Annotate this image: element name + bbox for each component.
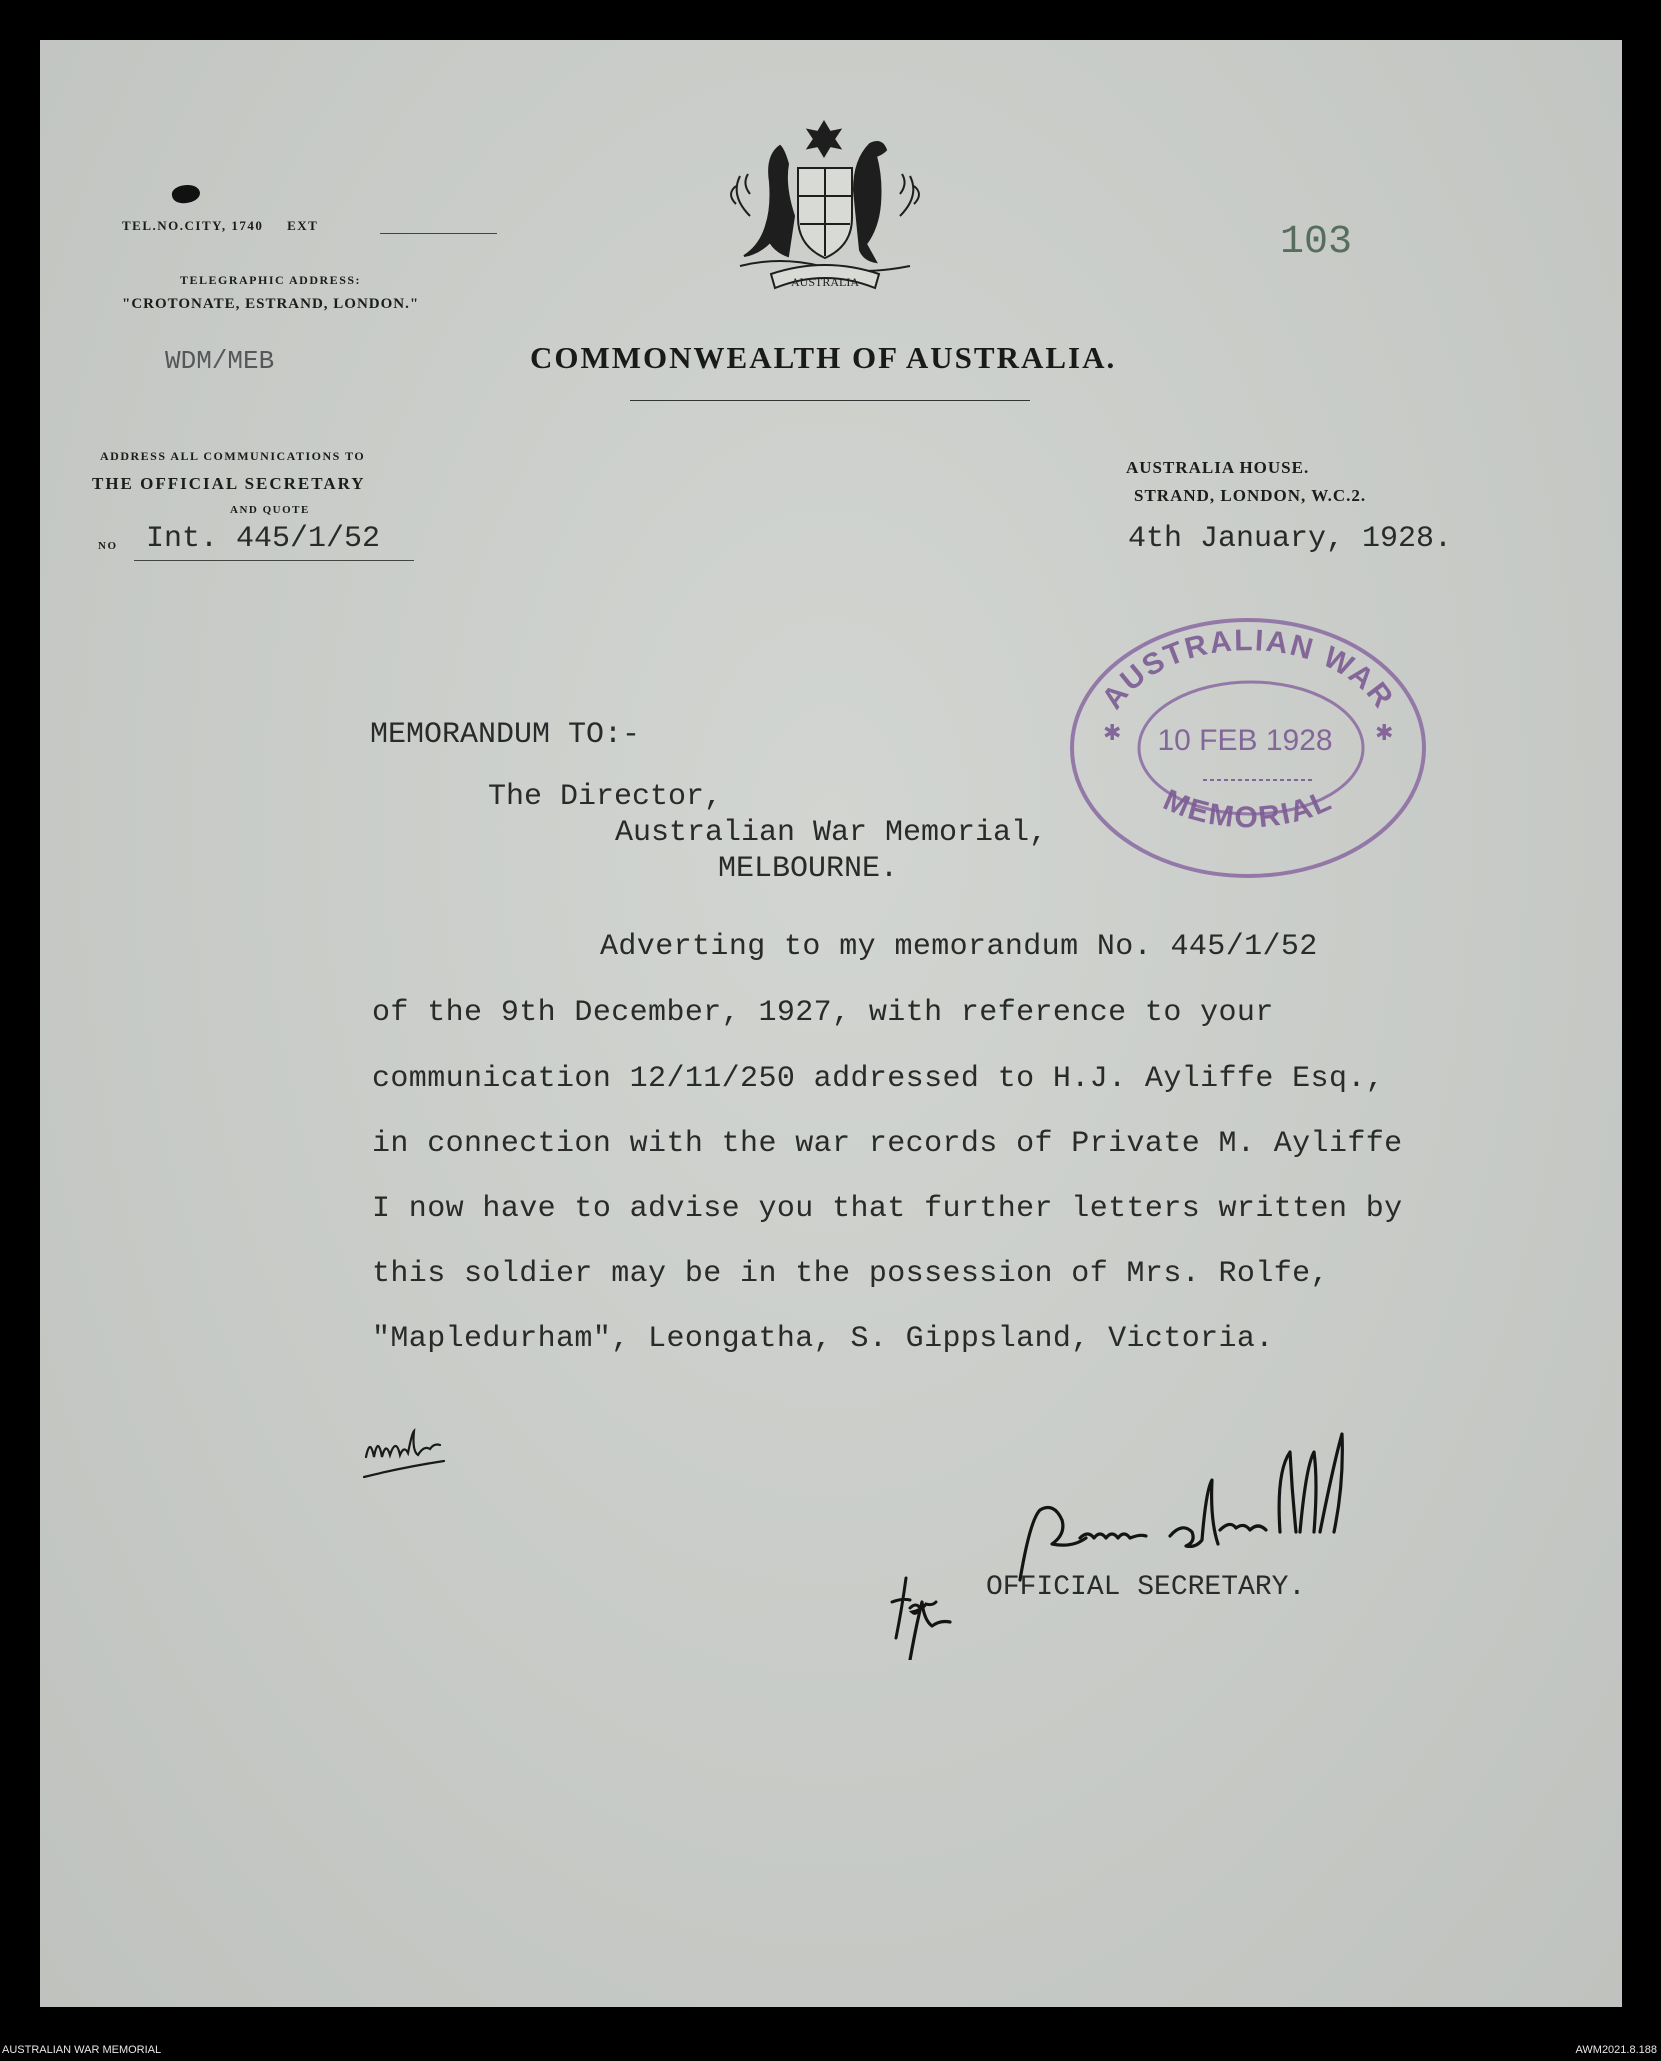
ext-label: EXT [287, 218, 319, 233]
body-line: I now have to advise you that further letters written by [372, 1192, 1403, 1226]
addressee-line1: The Director, [488, 780, 723, 814]
signatory-title: OFFICIAL SECRETARY. [986, 1572, 1306, 1603]
footer-credit: AUSTRALIAN WAR MEMORIAL [2, 2044, 162, 2056]
body-line: in connection with the war records of Private M. Ayliffe [372, 1127, 1403, 1161]
address-instruction: ADDRESS ALL COMMUNICATIONS TO [100, 449, 366, 463]
office-address-line1: AUSTRALIA HOUSE. [1126, 458, 1310, 477]
svg-text:for: for [886, 1568, 888, 1569]
telegraphic-address: "CROTONATE, ESTRAND, LONDON." [122, 296, 420, 312]
svg-text:✱: ✱ [1375, 720, 1394, 745]
office-address-line2: STRAND, LONDON, W.C.2. [1134, 486, 1367, 505]
typist-initials: WDM/MEB [165, 346, 275, 376]
telephone-label: TEL.NO.CITY, 1740 EXT [122, 218, 319, 233]
document-page [40, 40, 1622, 2007]
body-line: communication 12/11/250 addressed to H.J. Ayliffe Esq., [372, 1062, 1385, 1096]
letter-date: 4th January, 1928. [1128, 522, 1453, 556]
reference-number: Int. 445/1/52 [146, 522, 381, 556]
addressee-line2: Australian War Memorial, [615, 816, 1048, 850]
signature [880, 1410, 1560, 1660]
page-title: COMMONWEALTH OF AUSTRALIA. [530, 340, 1117, 375]
signature-prefix [886, 1568, 946, 1648]
body-line: of the 9th December, 1927, with reference to your [372, 996, 1274, 1030]
received-stamp [1053, 600, 1443, 890]
stamp-top-text: AUSTRALIAN WAR [1095, 624, 1401, 716]
folio-number: 103 [1280, 220, 1353, 265]
address-quote: AND QUOTE [230, 504, 310, 516]
number-label: NO [98, 540, 118, 552]
coat-of-arms-icon [720, 116, 930, 296]
body-line: this soldier may be in the possession of Mrs. Rolfe, [372, 1257, 1329, 1291]
handwritten-initials [358, 1417, 468, 1487]
svg-text:AUSTRALIAN WAR [1096, 624, 1401, 715]
stamp-date: 10 FEB 1928 [1157, 724, 1333, 757]
stamp-bottom-text: MEMORIAL [1158, 783, 1338, 835]
address-recipient: THE OFFICIAL SECRETARY [92, 474, 366, 493]
body-line: Adverting to my memorandum No. 445/1/52 [600, 930, 1318, 964]
reference-line [134, 560, 414, 561]
svg-text:✱: ✱ [1103, 720, 1122, 745]
punch-hole [170, 182, 201, 205]
crest-motto: AUSTRALIA [791, 275, 859, 289]
memo-heading: MEMORANDUM TO:- [370, 718, 641, 752]
title-divider [630, 400, 1030, 401]
addressee-line3: MELBOURNE. [718, 852, 899, 886]
body-line: "Mapledurham", Leongatha, S. Gippsland, Victoria. [372, 1322, 1274, 1356]
svg-text:MEMORIAL [1159, 783, 1338, 834]
footer-accession-number: AWM2021.8.188 [1575, 2044, 1657, 2056]
telegraphic-label: TELEGRAPHIC ADDRESS: [180, 273, 362, 287]
ext-line [380, 233, 497, 234]
